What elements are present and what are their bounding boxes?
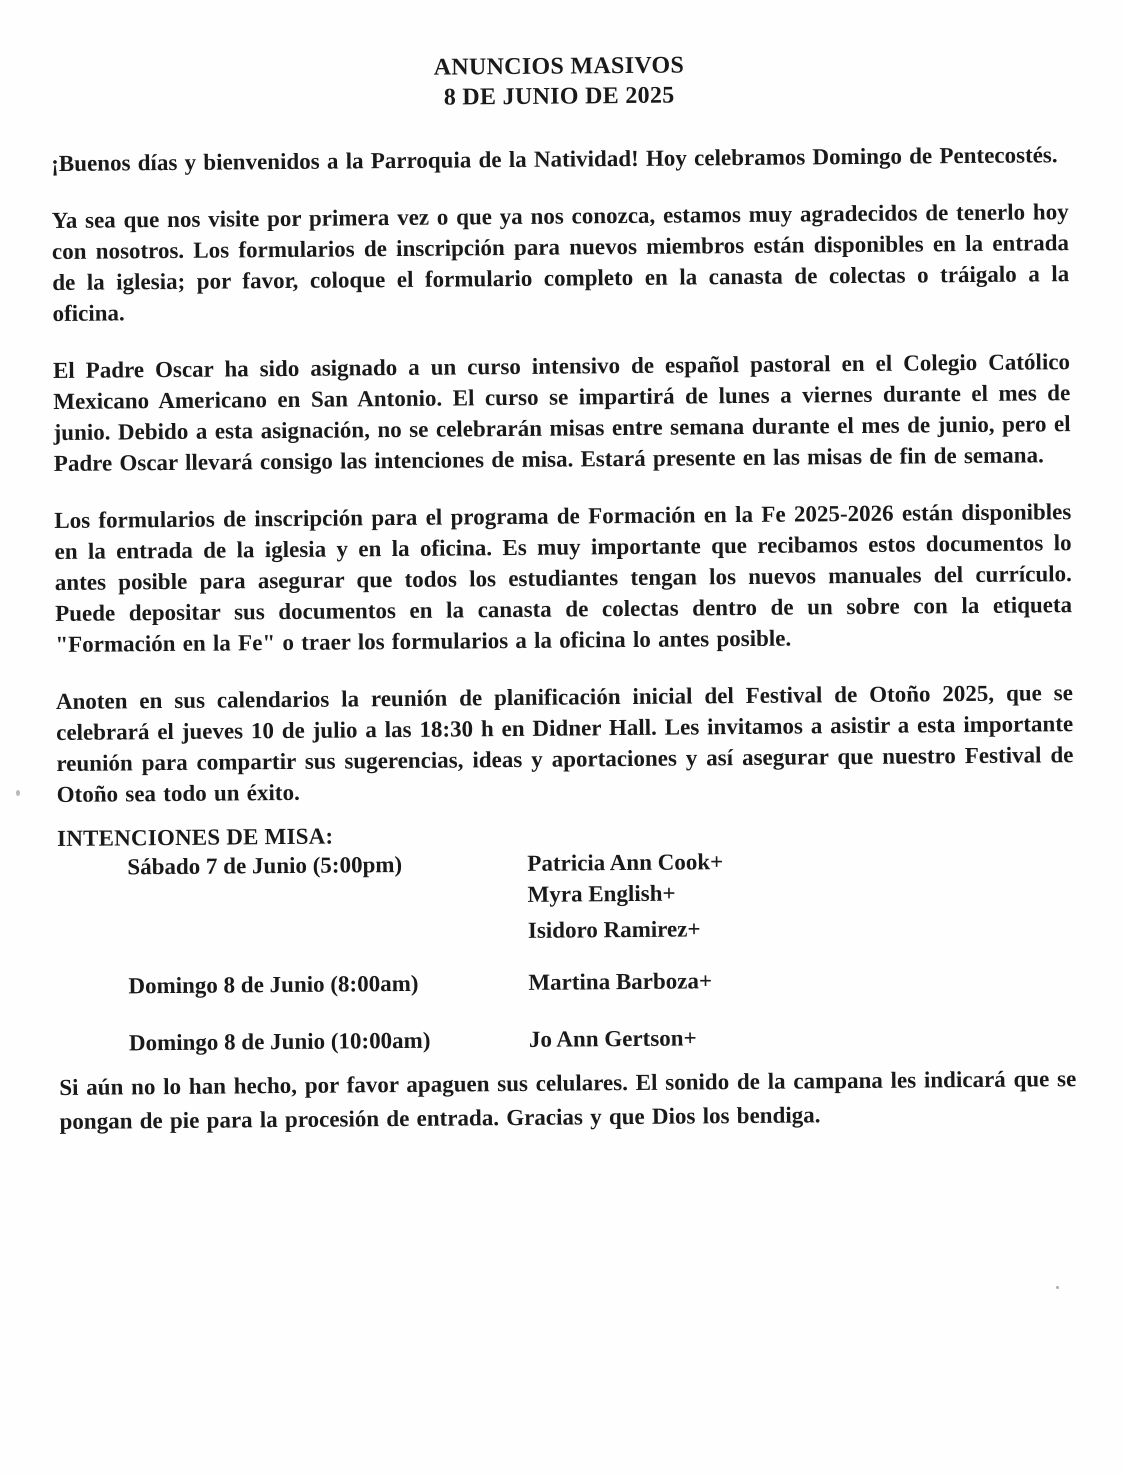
- paragraph-faith-formation: Los formularios de inscripción para el programa de Formación en la Fe 2025-2026 están disponibles en la entrada de la iglesia y en la oficina. Es muy importante que recibamos estos documentos lo antes posible para asegurar que todos los estudiantes tengan los nuevos manuales del currículo. Puede depositar sus documentos en la canasta de colectas dentro de un sobre con la etiqueta "Formación en la Fe" o traer los formularios a la oficina lo antes posible.: [54, 499, 1073, 657]
- paragraph-fall-festival: Anoten en sus calendarios la reunión de planificación inicial del Festival de Otoño 2025, que se celebrará el jueves 10 de julio a las 18:30 h en Didner Hall. Les invitamos a asistir a esta importante reunión para compartir sus sugerencias, ideas y aportaciones y así asegurar que nuestro Festival de Otoño sea todo un éxito.: [55, 680, 1074, 807]
- title-line-announcements: ANUNCIOS MASIVOS: [433, 52, 685, 81]
- intention-name: Isidoro Ramirez+: [527, 916, 701, 943]
- intention-row-sunday-10am: [129, 1019, 1076, 1058]
- intention-names: [529, 1019, 1076, 1055]
- intention-name: Jo Ann Gertson+: [528, 1025, 697, 1052]
- intention-names: [527, 843, 1075, 946]
- intention-date: Domingo 8 de Junio (10:00am): [128, 1027, 431, 1056]
- paragraph-closing: Si aún no lo han hecho, por favor apaguen sus celulares. El sonido de la campana les indicará que se pongan de pie para la procesión de entrada. Gracias y que Dios los bendiga.: [59, 1066, 1077, 1134]
- paragraph-welcome: ¡Buenos días y bienvenidos a la Parroquia de la Natividad! Hoy celebramos Domingo de Pentecostés.: [51, 142, 1058, 177]
- intention-name: Martina Barboza+: [528, 968, 713, 995]
- paragraph-new-members: Ya sea que nos visite por primera vez o que ya nos conozca, estamos muy agradecidos de tenerlo hoy con nosotros. Los formularios de inscripción para nuevos miembros están disponibles en la entrada de la iglesia; por favor, coloque el formulario completo en la canasta de colectas o tráigalo a la oficina.: [51, 199, 1070, 327]
- intention-row-saturday: [127, 843, 1075, 949]
- scan-speck: [16, 790, 20, 796]
- document-title: [50, 47, 1067, 116]
- scan-speck: [1056, 1286, 1059, 1289]
- mass-intentions-section: [57, 817, 1076, 1059]
- intention-names: [528, 962, 1075, 998]
- mass-intentions-heading: INTENCIONES DE MISA:: [56, 823, 334, 851]
- title-line-date: 8 DE JUNIO DE 2025: [443, 82, 675, 111]
- intention-row-sunday-8am: [128, 962, 1075, 1001]
- document-content: [50, 47, 1076, 1139]
- paragraph-padre-oscar: El Padre Oscar ha sido asignado a un curso intensivo de español pastoral en el Colegio Católico Mexicano Americano en San Antonio. El curso se impartirá de lunes a viernes durante el mes de junio. Debido a esta asignación, no se celebrarán misas entre semana durante el mes de junio, pero el Padre Oscar llevará consigo las intenciones de misa. Estará presente en las misas de fin de semana.: [52, 349, 1071, 477]
- intention-date: Domingo 8 de Junio (8:00am): [128, 970, 419, 999]
- intention-date: Sábado 7 de Junio (5:00pm): [127, 851, 403, 880]
- intention-name: Patricia Ann Cook+: [527, 849, 724, 876]
- intention-name: Myra English+: [527, 880, 676, 907]
